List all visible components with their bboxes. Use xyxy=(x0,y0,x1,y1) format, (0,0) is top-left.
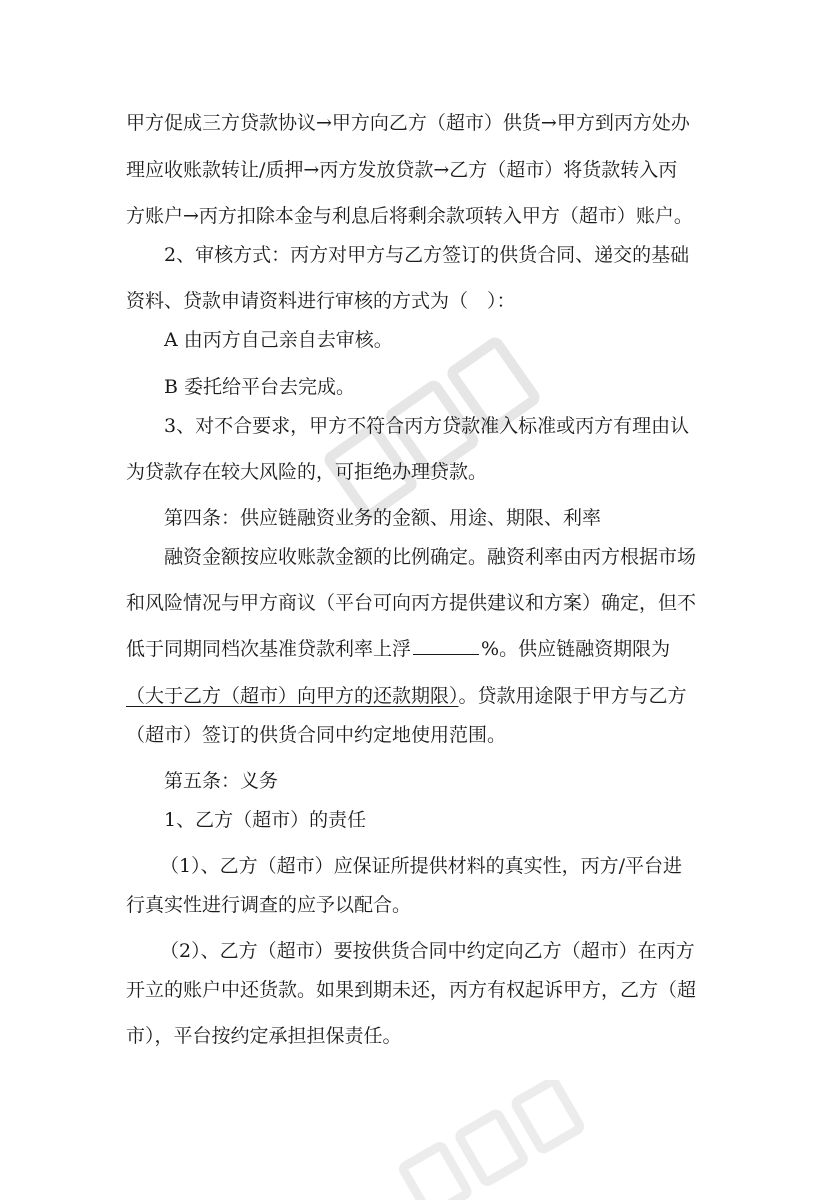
option-a: A 由丙方自己亲自去审核。 xyxy=(164,329,393,351)
section-heading-article-4: 第四条：供应链融资业务的金额、用途、期限、利率 xyxy=(164,507,602,529)
term-text-after: 。贷款用途限于甲方与乙方 xyxy=(458,685,687,707)
subsection-heading: 1、乙方（超市）的责任 xyxy=(164,809,367,831)
paragraph-line xyxy=(126,684,716,708)
paragraph-line: 理应收账款转让/质押→丙方发放贷款→乙方（超市）将货款转入丙 xyxy=(126,159,678,181)
paragraph-line: 和风险情况与甲方商议（平台可向丙方提供建议和方案）确定，但不 xyxy=(126,592,697,614)
paragraph-line: 2、审核方式：丙方对甲方与乙方签订的供货合同、递交的基础 xyxy=(164,244,690,266)
paragraph-line: （超市）签订的供货合同中约定地使用范围。 xyxy=(126,724,507,746)
section-heading-article-5: 第五条：义务 xyxy=(164,770,279,792)
rate-text-before: 低于同期同档次基准贷款利率上浮 xyxy=(126,638,412,660)
paragraph-line: 方账户→丙方扣除本金与利息后将剩余款项转入甲方（超市）账户。 xyxy=(126,205,693,227)
paragraph-line: 资料、贷款申请资料进行审核的方式为（ ）： xyxy=(126,290,516,312)
rate-text-after: %。供应链融资期限为 xyxy=(481,638,671,660)
paragraph-line: （2）、乙方（超市）要按供货合同中约定向乙方（超市）在丙方 xyxy=(160,940,695,962)
paragraph-line: 甲方促成三方贷款协议→甲方向乙方（超市）供货→甲方到丙方处办 xyxy=(126,112,690,134)
watermark-logo-bottom xyxy=(380,1080,600,1200)
paragraph-line: 3、对不合要求，甲方不符合丙方贷款准入标准或丙方有理由认 xyxy=(164,415,690,437)
paragraph-line: 为贷款存在较大风险的，可拒绝办理贷款。 xyxy=(126,461,488,483)
paragraph-line: 开立的账户中还货款。如果到期未还，丙方有权起诉甲方，乙方（超 xyxy=(126,979,697,1001)
paragraph-line: 市），平台按约定承担担保责任。 xyxy=(126,1025,402,1047)
paragraph-line: 行真实性进行调查的应予以配合。 xyxy=(126,894,412,916)
paragraph-line xyxy=(126,637,716,661)
rate-blank-field[interactable] xyxy=(413,638,479,655)
paragraph-line: 融资金额按应收账款金额的比例确定。融资利率由丙方根据市场 xyxy=(164,546,697,568)
term-underlined-text: （大于乙方（超市）向甲方的还款期限） xyxy=(126,685,459,707)
option-b: B 委托给平台去完成。 xyxy=(164,376,356,398)
paragraph-line: （1）、乙方（超市）应保证所提供材料的真实性，丙方/平台进 xyxy=(160,855,682,877)
